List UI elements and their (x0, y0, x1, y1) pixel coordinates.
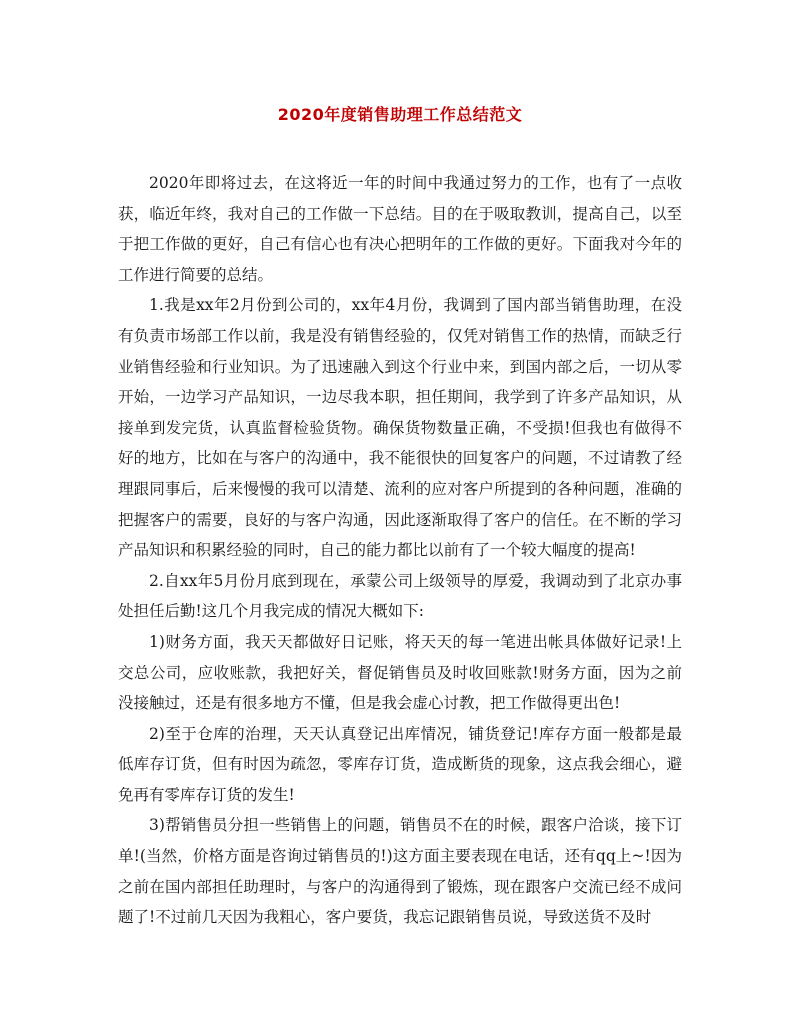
paragraph-intro: 2020年即将过去，在这将近一年的时间中我通过努力的工作，也有了一点收获，临近年终，我对自己的工作做一下总结。目的在于吸取教训，提高自己，以至于把工作做的更好，自己有信心也有决心把明年的工作做的更好。下面我对今年的工作进行简要的总结。 (118, 174, 682, 284)
paragraph-sales-support: 3)帮销售员分担一些销售上的问题，销售员不在的时候，跟客户洽谈，接下订单!(当然，价格方面是咨询过销售员的!)这方面主要表现在电话，还有qq上~!因为之前在国内部担任助理时，与客户的沟通得到了锻炼，现在跟客户交流已经不成问题了!不过前几天因为我粗心，客户要货，我忘记跟销售员说，导致送货不及时 (118, 816, 682, 927)
paragraph-point-1: 1.我是xx年2月份到公司的，xx年4月份，我调到了国内部当销售助理，在没有负责市场部工作以前，我是没有销售经验的，仅凭对销售工作的热情，而缺乏行业销售经验和行业知识。为了迅速融入到这个行业中来，到国内部之后，一切从零开始，一边学习产品知识，一边尽我本职，担任期间，我学到了许多产品知识，从接单到发完货，认真监督检验货物。确保货物数量正确，不受损!但我也有做得不好的地方，比如在与客户的沟通中，我不能很快的回复客户的问题，不过请教了经理跟同事后，后来慢慢的我可以清楚、流利的应对客户所提到的各种问题，准确的把握客户的需要，良好的与客户沟通，因此逐渐取得了客户的信任。在不断的学习产品知识和积累经验的同时，自己的能力都比以前有了一个较大幅度的提高! (118, 296, 682, 560)
paragraph-finance: 1)财务方面，我天天都做好日记账，将天天的每一笔进出帐具体做好记录!上交总公司，应收账款，我把好关，督促销售员及时收回账款!财务方面，因为之前没接触过，还是有很多地方不懂，但是我会虚心讨教，把工作做得更出色! (118, 632, 682, 713)
document-body (118, 168, 682, 933)
document-title: 2020年度销售助理工作总结范文 (277, 105, 523, 124)
paragraph-point-2: 2.自xx年5月份月底到现在，承蒙公司上级领导的厚爱，我调动到了北京办事处担任后勤!这几个月我完成的情况大概如下: (118, 571, 682, 621)
paragraph-warehouse: 2)至于仓库的治理，天天认真登记出库情况，铺货登记!库存方面一般都是最低库存订货，但有时因为疏忽，零库存订货，造成断货的现象，这点我会细心，避免再有零库存订货的发生! (118, 724, 682, 804)
